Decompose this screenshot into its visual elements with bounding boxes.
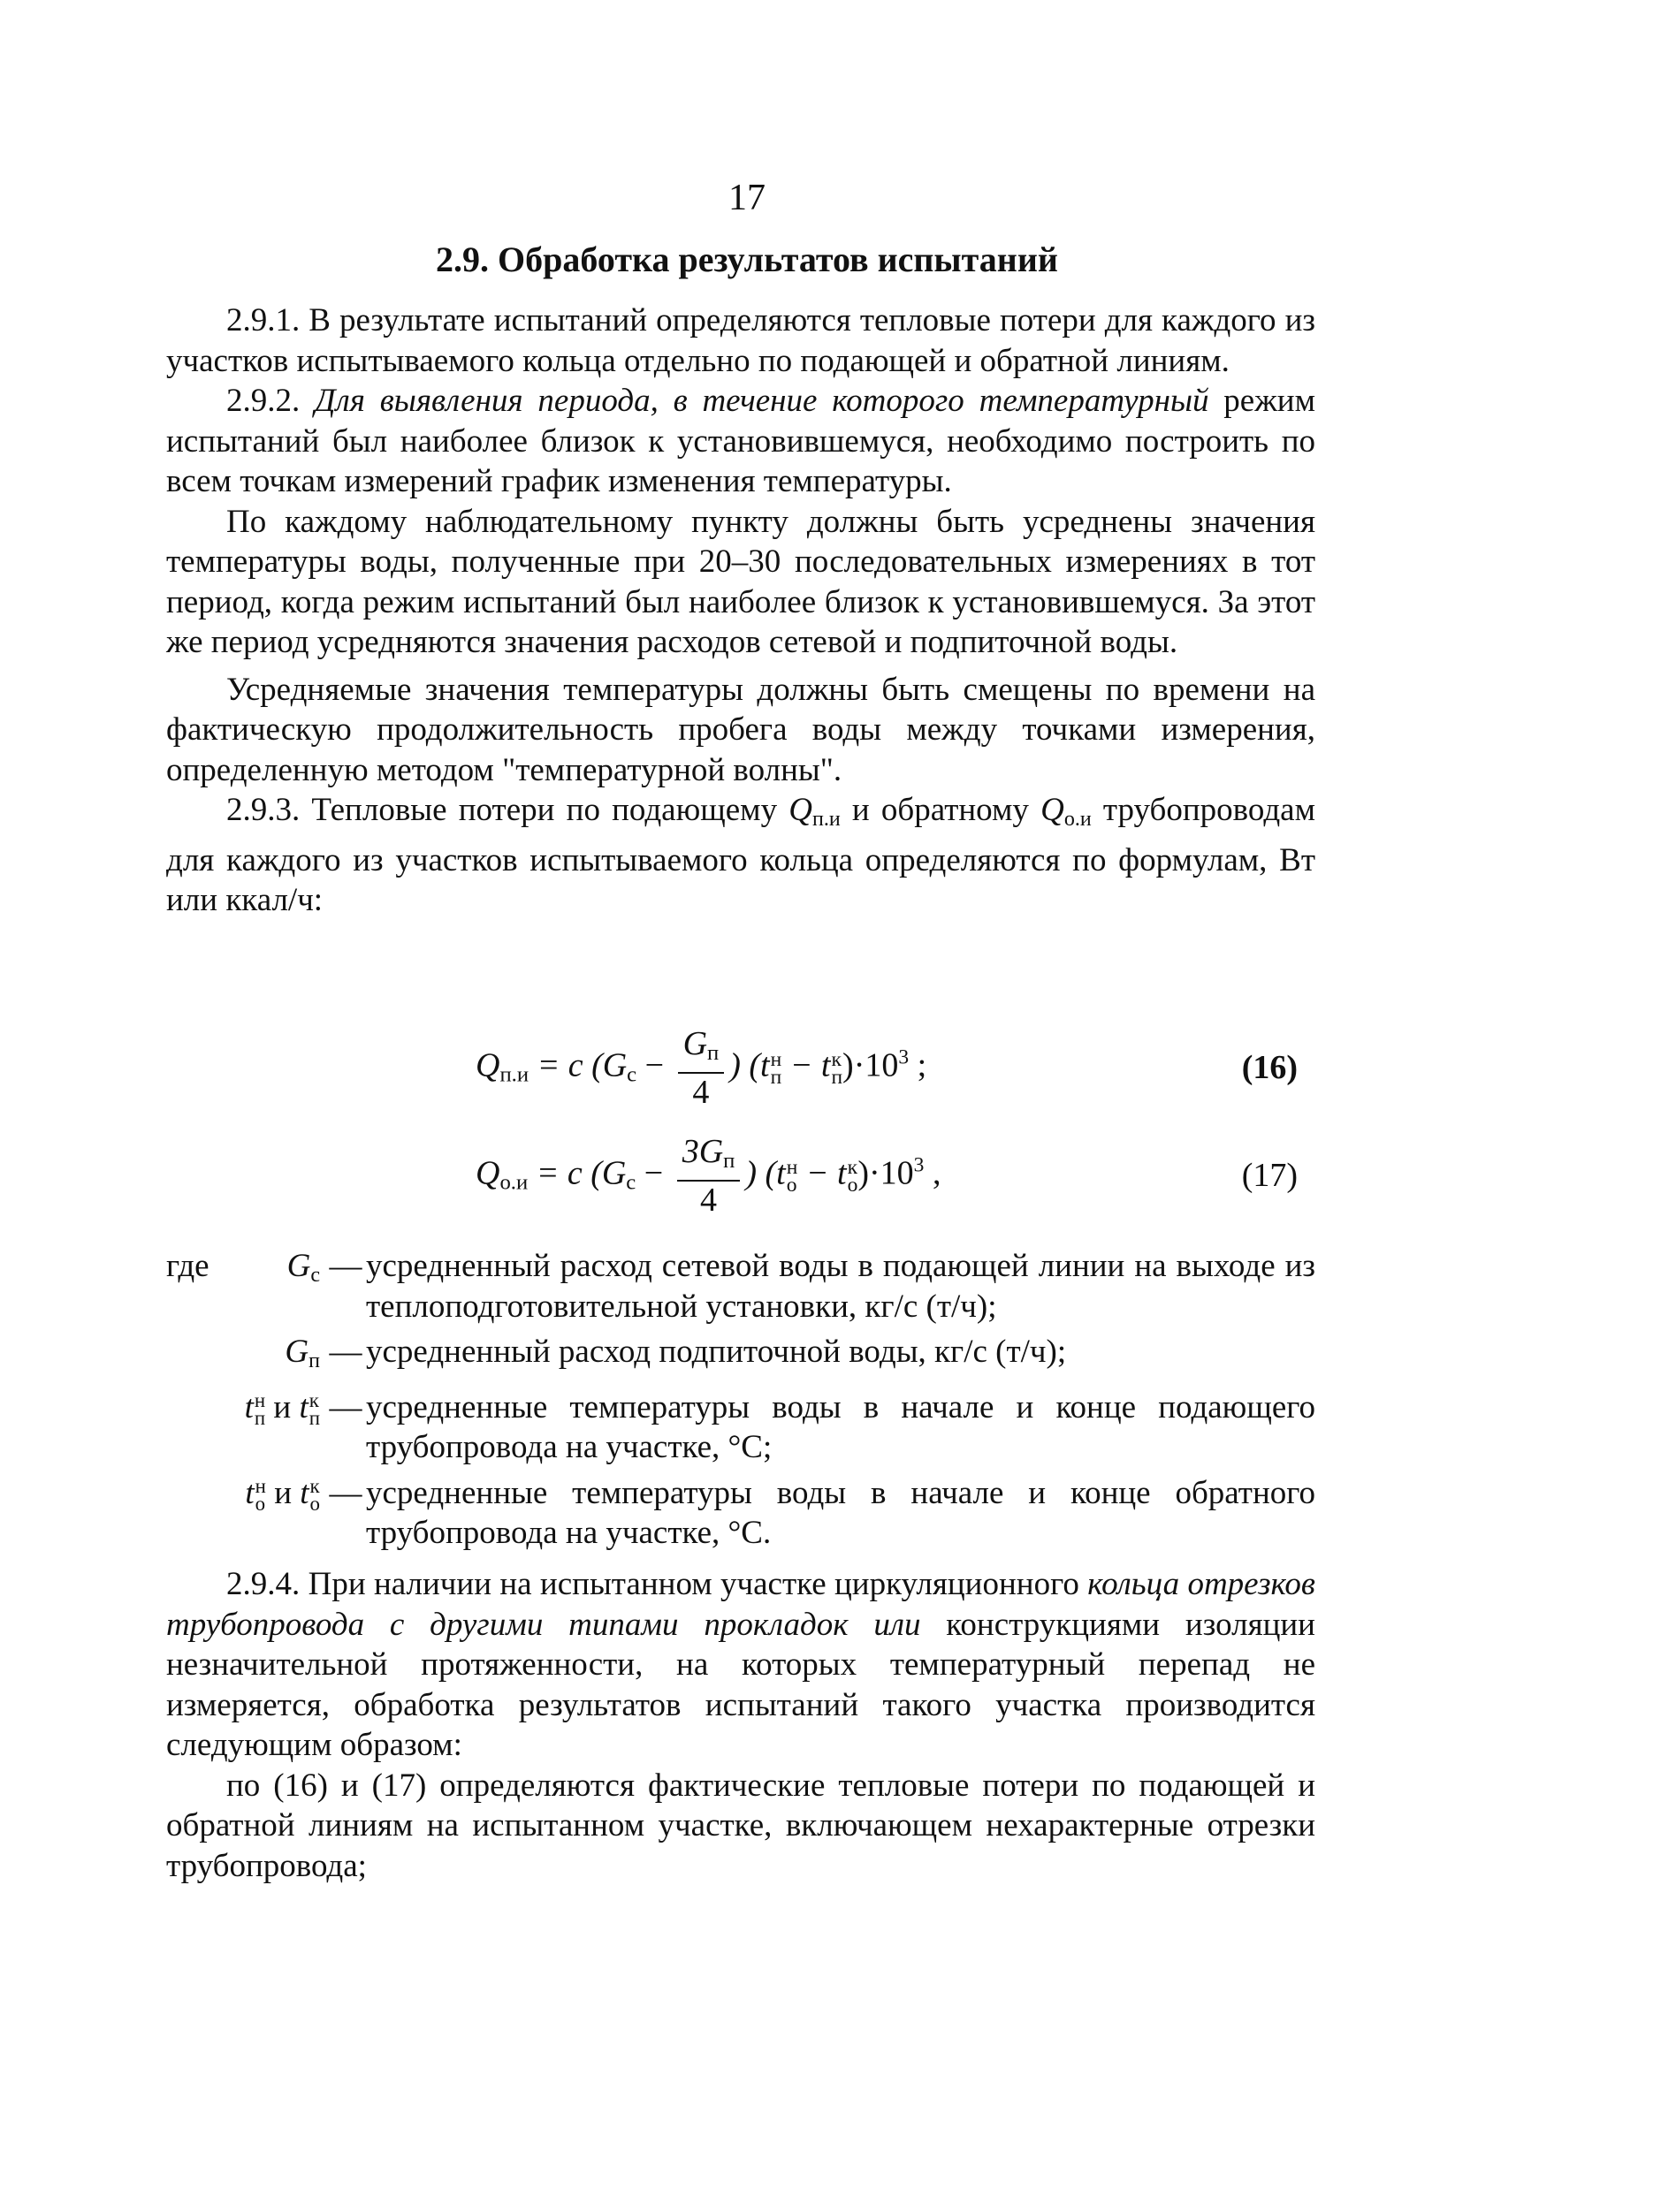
italic-phrase: Для выявления периода, в течение которого температурный: [315, 383, 1209, 419]
paragraph-text: 2.9.4. При наличии на испытанном участке циркуляционного: [226, 1566, 1088, 1602]
superscript: н: [254, 1389, 266, 1412]
paragraph-time-shift: Усредняемые значения температуры должны быть смещены по времени на фактическую продолжительность пробега воды между точками измерения, определенную методом "температурной волны".: [166, 671, 1315, 788]
definition-text: усредненные температуры воды в начале и конце подающего трубопровода на участке, °С;: [366, 1388, 1315, 1465]
definition-symbol: [184, 1387, 325, 1468]
sup-sub: [309, 1475, 320, 1516]
subscript: п: [707, 1041, 720, 1066]
section-heading: 2.9. Обработка результатов испытаний: [436, 239, 1058, 279]
paragraph-last: по (16) и (17) определяются фактические тепловые потери по подающей и обратной линиям на испытанном участке, включающем нехарактерные отрезки трубопровода;: [166, 1767, 1315, 1884]
subscript: о.и: [499, 1170, 529, 1195]
exponent: 3: [913, 1153, 925, 1177]
paragraph-text: и обратному: [840, 792, 1041, 828]
dash: —: [329, 1474, 362, 1511]
formula-text: − t: [797, 1154, 847, 1192]
subscript: с: [627, 1062, 637, 1087]
spacer: [166, 1473, 184, 1554]
numerator-symbol: G: [682, 1025, 708, 1062]
symbol-g: G: [285, 1334, 309, 1370]
dash: —: [329, 1388, 362, 1425]
where-label: где: [166, 1248, 210, 1284]
definition-to: [166, 1473, 1315, 1554]
symbol-t: t: [299, 1388, 309, 1425]
symbol-t: t: [300, 1474, 309, 1511]
fraction: [677, 1133, 741, 1219]
symbol-q: Q: [476, 1154, 500, 1192]
formula-text: = c (G: [529, 1046, 628, 1084]
subscript: п: [723, 1149, 735, 1174]
symbol-t: t: [244, 1388, 254, 1425]
formula-number: (17): [1241, 1157, 1298, 1194]
and-word: и: [274, 1474, 292, 1511]
definition-symbol: [184, 1473, 325, 1554]
superscript: к: [831, 1047, 842, 1071]
superscript: к: [309, 1475, 320, 1498]
sup-sub: [847, 1155, 858, 1197]
paragraph-text: режим испытаний был наиболее близок к установившемуся, необходимо построить по всем точкам измерений график изменения температуры.: [166, 383, 1316, 499]
paragraph-2-9-1: 2.9.1. В результате испытаний определяются тепловые потери для каждого из участков испытываемого кольца отдельно по подающей и обратной линиям.: [166, 302, 1315, 379]
clause-number: 2.9.2.: [226, 383, 301, 419]
formula-text: ) (t: [729, 1046, 770, 1084]
sup-sub: [255, 1475, 266, 1516]
superscript: к: [847, 1155, 858, 1179]
paragraph-2-9-3: [166, 790, 1315, 921]
definition-text: усредненный расход подпиточной воды, кг/с (т/ч);: [366, 1334, 1067, 1370]
subscript: о: [847, 1173, 858, 1197]
symbol-t: t: [245, 1474, 255, 1511]
subscript: о: [309, 1493, 320, 1516]
symbol-q: Q: [1040, 792, 1064, 828]
numerator: [678, 1025, 725, 1074]
definition-tp: [166, 1387, 1315, 1468]
symbol-q: Q: [788, 792, 812, 828]
definition-gp: [166, 1332, 1315, 1382]
subscript: п: [770, 1065, 782, 1089]
superscript: н: [255, 1475, 266, 1498]
formula-text: = c (G: [528, 1154, 627, 1192]
and-word: и: [273, 1388, 292, 1425]
subscript: о.и: [1063, 808, 1092, 831]
paragraph-text: конструкциями изоляции незначительной протяженности, на которых температурный перепад не измеряется, обработка результатов испытаний такого участка производится следующим образом:: [166, 1606, 1315, 1763]
sup-sub: [309, 1389, 320, 1430]
definition-text: усредненный расход сетевой воды в подающей линии на выходе из теплоподготовительной установки, кг/с (т/ч);: [366, 1248, 1315, 1325]
superscript: н: [786, 1155, 798, 1179]
subscript: с: [310, 1264, 320, 1287]
exponent: 3: [898, 1045, 910, 1069]
paragraph-2-9-4: [166, 1564, 1315, 1766]
subscript: п: [309, 1349, 320, 1372]
paragraph-text: трубопроводам для каждого из участков испытываемого кольца определяются по формулам, Вт или ккал/ч:: [166, 792, 1315, 918]
formula-expression: [476, 1133, 941, 1219]
subscript: п.и: [499, 1062, 529, 1087]
italic-phrase: кольца отрезков трубопровода с другими типами прокладок или: [166, 1566, 1315, 1643]
numerator: [677, 1133, 741, 1182]
sup-sub: [770, 1047, 782, 1089]
formula-text: ) (t: [745, 1154, 786, 1192]
subscript: п: [309, 1407, 320, 1430]
superscript: к: [309, 1389, 319, 1412]
paragraph-2-9-2: [166, 381, 1315, 502]
formula-17: [166, 1133, 1315, 1230]
minus-sign: −: [636, 1046, 673, 1084]
formula-text: )·10: [857, 1154, 914, 1192]
text-block-1: [166, 300, 1315, 921]
definition-text: усредненные температуры воды в начале и конце обратного трубопровода на участке, °С.: [366, 1474, 1315, 1551]
superscript: н: [770, 1047, 782, 1071]
formula-punct: ,: [924, 1154, 941, 1192]
paragraph-text: 2.9.3. Тепловые потери по подающему: [226, 792, 789, 828]
definition-symbol: [223, 1332, 325, 1382]
sup-sub: [831, 1047, 843, 1089]
subscript: п: [254, 1407, 266, 1430]
subscript: о: [786, 1173, 797, 1197]
definition-gc: [166, 1246, 1315, 1326]
symbol-q: Q: [476, 1046, 500, 1084]
subscript: п: [831, 1065, 843, 1089]
dash: —: [329, 1248, 362, 1284]
formula-punct: ;: [909, 1046, 927, 1084]
paragraph-averaging: По каждому наблюдательному пункту должны быть усреднены значения температуры воды, полученные при 20–30 последовательных измерениях в тот период, когда режим испытаний был наиболее близок к установившемуся. За этот же период усредняются значения расходов сетевой и подпиточной воды.: [166, 503, 1315, 660]
formula-expression: [476, 1025, 926, 1111]
definition-symbol: [223, 1246, 325, 1326]
symbol-g: G: [286, 1248, 311, 1284]
subscript: п.и: [812, 808, 841, 831]
sup-sub: [254, 1389, 266, 1430]
formula-text: )·10: [842, 1046, 899, 1084]
page-number: 17: [728, 178, 766, 218]
fraction: [678, 1025, 725, 1111]
definitions-list: [166, 1246, 1315, 1554]
subscript: о: [255, 1493, 266, 1516]
spacer: [166, 1387, 184, 1468]
subscript: с: [626, 1170, 636, 1195]
denominator: 4: [700, 1182, 718, 1220]
spacer: [166, 1332, 223, 1382]
numerator-symbol: 3G: [682, 1133, 724, 1170]
formula-text: − t: [781, 1046, 831, 1084]
minus-sign: −: [636, 1154, 672, 1192]
formula-16: [166, 1025, 1315, 1122]
sup-sub: [786, 1155, 798, 1197]
formula-number: (16): [1241, 1049, 1298, 1086]
text-block-2: [166, 1564, 1315, 1886]
dash: —: [329, 1334, 362, 1370]
denominator: 4: [692, 1074, 710, 1112]
